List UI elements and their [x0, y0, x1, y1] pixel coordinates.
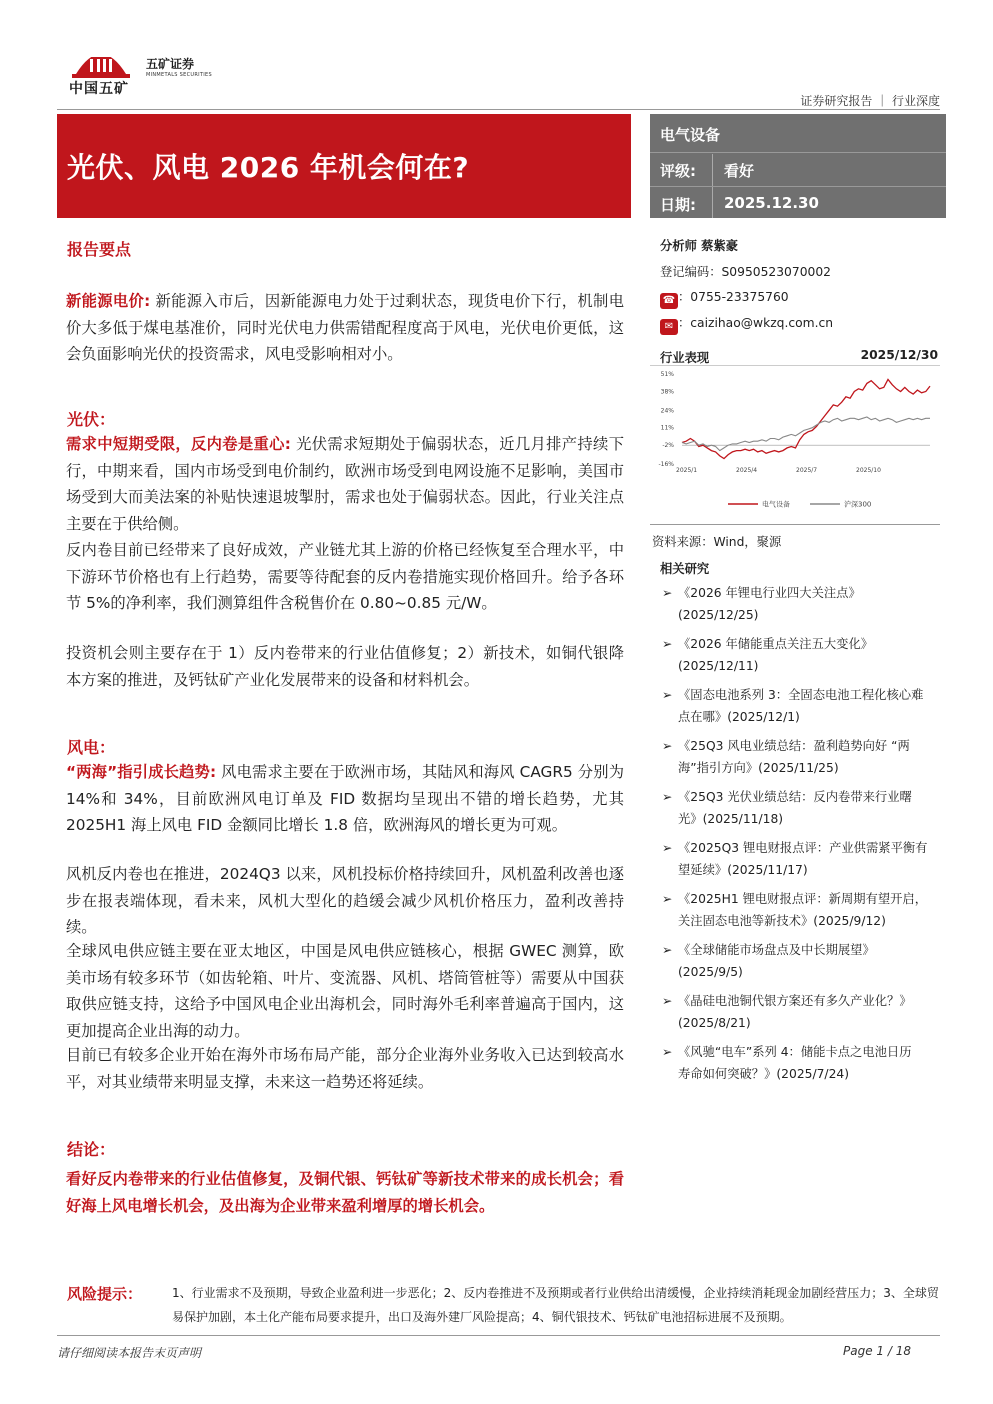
arrow-icon: ➢: [662, 637, 673, 651]
wind-text-1: 风电需求主要在于欧洲市场，其陆风和海风 CAGR5 分别为 14%和 34%，目前欧洲风电订单及 FID 数据均呈现出不错的增长趋势，尤其 2025H1 海上风电 FID 金额同比增长 1.8 倍，欧洲海风的增长更为可观。: [66, 763, 624, 834]
rating-value: 看好: [724, 162, 755, 180]
email-icon: ✉: [660, 319, 678, 335]
summary-heading: 报告要点: [67, 240, 132, 259]
y-tick-label: -16%: [658, 461, 674, 468]
related-item[interactable]: [662, 888, 940, 932]
related-item[interactable]: [662, 1041, 940, 1085]
related-item-title: 《2025Q3 锂电财报点评：产业供需紧平衡有: [678, 841, 928, 855]
email-text[interactable]: ：caizihao@wkzq.com.cn: [678, 316, 834, 330]
related-item-date: 海”指引方向》(2025/11/25): [678, 761, 839, 775]
rating-box: [650, 114, 946, 218]
paragraph-wind-2: 风机反内卷也在推进，2024Q3 以来，风机投标价格持续回升，风机盈利改善也逐步在报表端体现，看未来，风机大型化的趋缓会减少风机价格压力，盈利改善持续。: [66, 865, 624, 936]
logo-brand: 五矿证券: [146, 57, 195, 71]
phone-text: ：0755-23375760: [678, 290, 789, 304]
legend-label: 电气设备: [762, 500, 790, 509]
logo-text-cn: 中国五矿: [69, 81, 129, 97]
company-logo-icon: [70, 40, 132, 80]
related-item[interactable]: [662, 684, 940, 728]
pv-lead: 需求中短期受限，反内卷是重心:: [66, 435, 291, 453]
x-tick-label: 2025/1: [676, 467, 698, 474]
related-item-title: 《25Q3 风电业绩总结：盈利趋势向好 “两: [678, 739, 910, 753]
date-label: 日期:: [660, 196, 696, 214]
chart-date: 2025/12/30: [860, 348, 938, 362]
related-heading: 相关研究: [660, 562, 710, 576]
report-title: 光伏、风电 2026 年机会何在?: [67, 151, 470, 184]
wind-lead: “两海”指引成长趋势:: [66, 763, 217, 781]
related-item-title: 《2026 年锂电行业四大关注点》: [678, 586, 861, 600]
related-item-date: (2025/12/11): [678, 659, 759, 673]
price-text: 新能源入市后，因新能源电力处于过剩状态，现货电价下行，机制电价大多低于煤电基准价，同时光伏电力供需错配程度高于风电，光伏电价更低，这会负面影响光伏的投资需求，风电受影响相对小。: [66, 292, 624, 363]
related-item-date: 关注固态电池等新技术》(2025/9/12): [678, 914, 886, 928]
related-item[interactable]: [662, 939, 940, 983]
date-divider: [650, 186, 946, 187]
related-item-title: 《全球储能市场盘点及中长期展望》: [678, 943, 875, 957]
analyst-reg: 登记编码：S0950523070002: [660, 265, 831, 279]
y-tick-label: 24%: [660, 407, 674, 415]
related-item-title: 《25Q3 光伏业绩总结：反内卷带来行业曙: [678, 790, 912, 804]
related-item-date: (2025/9/5): [678, 965, 743, 979]
rating-divider: [650, 152, 946, 153]
analyst-phone: [660, 287, 789, 309]
related-item-title: 《风驰“电车”系列 4：储能卡点之电池日历: [678, 1045, 912, 1059]
arrow-icon: ➢: [662, 1045, 673, 1059]
header-divider: [57, 109, 940, 110]
related-item-date: (2025/12/25): [678, 608, 759, 622]
date-value: 2025.12.30: [724, 194, 819, 212]
wind-heading: 风电：: [67, 738, 116, 757]
related-item-date: (2025/8/21): [678, 1016, 751, 1030]
y-tick-label: 11%: [660, 424, 674, 432]
paragraph-pv-1: [66, 431, 624, 537]
arrow-icon: ➢: [662, 739, 673, 753]
related-item-date: 寿命如何突破？》(2025/7/24): [678, 1067, 850, 1081]
pv-heading: 光伏：: [67, 410, 116, 429]
chart-bottom-divider: [650, 524, 940, 525]
related-item[interactable]: [662, 633, 940, 677]
x-tick-label: 2025/7: [796, 467, 818, 474]
phone-icon: ☎: [660, 293, 678, 309]
chart-title: 行业表现: [660, 351, 710, 365]
series-line-0: [682, 379, 930, 458]
industry-performance-chart: [650, 366, 940, 516]
arrow-icon: ➢: [662, 586, 673, 600]
arrow-icon: ➢: [662, 841, 673, 855]
related-item[interactable]: [662, 990, 940, 1034]
related-item-title: 《晶硅电池铜代银方案还有多久产业化？》: [678, 994, 912, 1008]
rating-label: 评级:: [660, 162, 696, 180]
conclusion-heading: 结论：: [67, 1140, 116, 1159]
related-item[interactable]: [662, 837, 940, 881]
legend-label: 沪深300: [844, 500, 872, 509]
paragraph-pv-3: 投资机会则主要存在于 1）反内卷带来的行业估值修复；2）新技术，如铜代银降本方案的推进，及钙钛矿产业化发展带来的设备和材料机会。: [66, 644, 624, 689]
x-tick-label: 2025/10: [856, 467, 881, 474]
y-tick-label: 38%: [660, 388, 674, 396]
y-tick-label: 51%: [660, 371, 674, 378]
arrow-icon: ➢: [662, 943, 673, 957]
arrow-icon: ➢: [662, 688, 673, 702]
footer-disclaimer: 请仔细阅读本报告末页声明: [57, 1346, 202, 1360]
price-lead: 新能源电价:: [66, 292, 151, 310]
related-item[interactable]: [662, 582, 940, 626]
paragraph-price: [66, 288, 624, 368]
arrow-icon: ➢: [662, 994, 673, 1008]
page-number: Page 1 / 18: [843, 1344, 911, 1358]
paragraph-wind-1: [66, 759, 624, 839]
related-item-title: 《2026 年储能重点关注五大变化》: [678, 637, 874, 651]
related-item-date: 望延续》(2025/11/17): [678, 863, 808, 877]
report-type: 证券研究报告 ｜ 行业深度: [800, 94, 940, 108]
related-item[interactable]: [662, 735, 940, 779]
arrow-icon: ➢: [662, 892, 673, 906]
sector-label: 电气设备: [660, 126, 721, 144]
related-item-title: 《2025H1 锂电财报点评：新周期有望开启，: [678, 892, 928, 906]
y-tick-label: -2%: [662, 442, 674, 450]
paragraph-wind-3: 全球风电供应链主要在亚太地区，中国是风电供应链核心，根据 GWEC 测算，欧美市场有较多环节（如齿轮箱、叶片、变流器、风机、塔筒管桩等）需要从中国获取供应链支持，这给予中国风电企业出海机会，同时海外毛利率普遍高于国内，这更加提高企业出海的动力。: [66, 942, 624, 1040]
logo-brand-en: MINMETALS SECURITIES: [146, 72, 212, 78]
related-item[interactable]: [662, 786, 940, 830]
related-item-date: 光》(2025/11/18): [678, 812, 784, 826]
analyst-email[interactable]: [660, 313, 833, 335]
related-item-title: 《固态电池系列 3：全固态电池工程化核心难: [678, 688, 924, 702]
paragraph-wind-4: 目前已有较多企业开始在海外市场布局产能，部分企业海外业务收入已达到较高水平，对其业绩带来明显支撑，未来这一趋势还将延续。: [66, 1046, 624, 1091]
footer-divider: [57, 1335, 940, 1336]
risk-text: 1、行业需求不及预期，导致企业盈利进一步恶化；2、反内卷推进不及预期或者行业供给出清缓慢，企业持续消耗现金加剧经营压力；3、全球贸易保护加剧，本土化产能布局要求提升，出口及海外建厂风险提高；4、铜代银技术、钙钛矿电池招标进展不及预期。: [172, 1286, 939, 1324]
x-tick-label: 2025/4: [736, 467, 758, 474]
chart-source: 资料来源：Wind，聚源: [652, 535, 782, 549]
pv-text-1: 光伏需求短期处于偏弱状态，近几月排产持续下行，中期来看，国内市场受到电价制约，欧洲市场受到电网设施不足影响，美国市场受到大而美法案的补贴快速退坡掣肘，需求也处于偏弱状态。因此，行业关注点主要在于供给侧。: [66, 435, 624, 533]
related-item-date: 点在哪》(2025/12/1): [678, 710, 800, 724]
conclusion-text: 看好反内卷带来的行业估值修复，及铜代银、钙钛矿等新技术带来的成长机会；看好海上风电增长机会，及出海为企业带来盈利增厚的增长机会。: [66, 1170, 624, 1215]
analyst-name: 分析师 蔡紫豪: [660, 239, 739, 253]
paragraph-pv-2: 反内卷目前已经带来了良好成效，产业链尤其上游的价格已经恢复至合理水平，中下游环节价格也有上行趋势，需要等待配套的反内卷措施实现价格回升。给予各环节 5%的净利率，我们测算组件含税售价在 0.80~0.85 元/W。: [66, 541, 624, 612]
risk-label: 风险提示：: [67, 1285, 143, 1303]
arrow-icon: ➢: [662, 790, 673, 804]
